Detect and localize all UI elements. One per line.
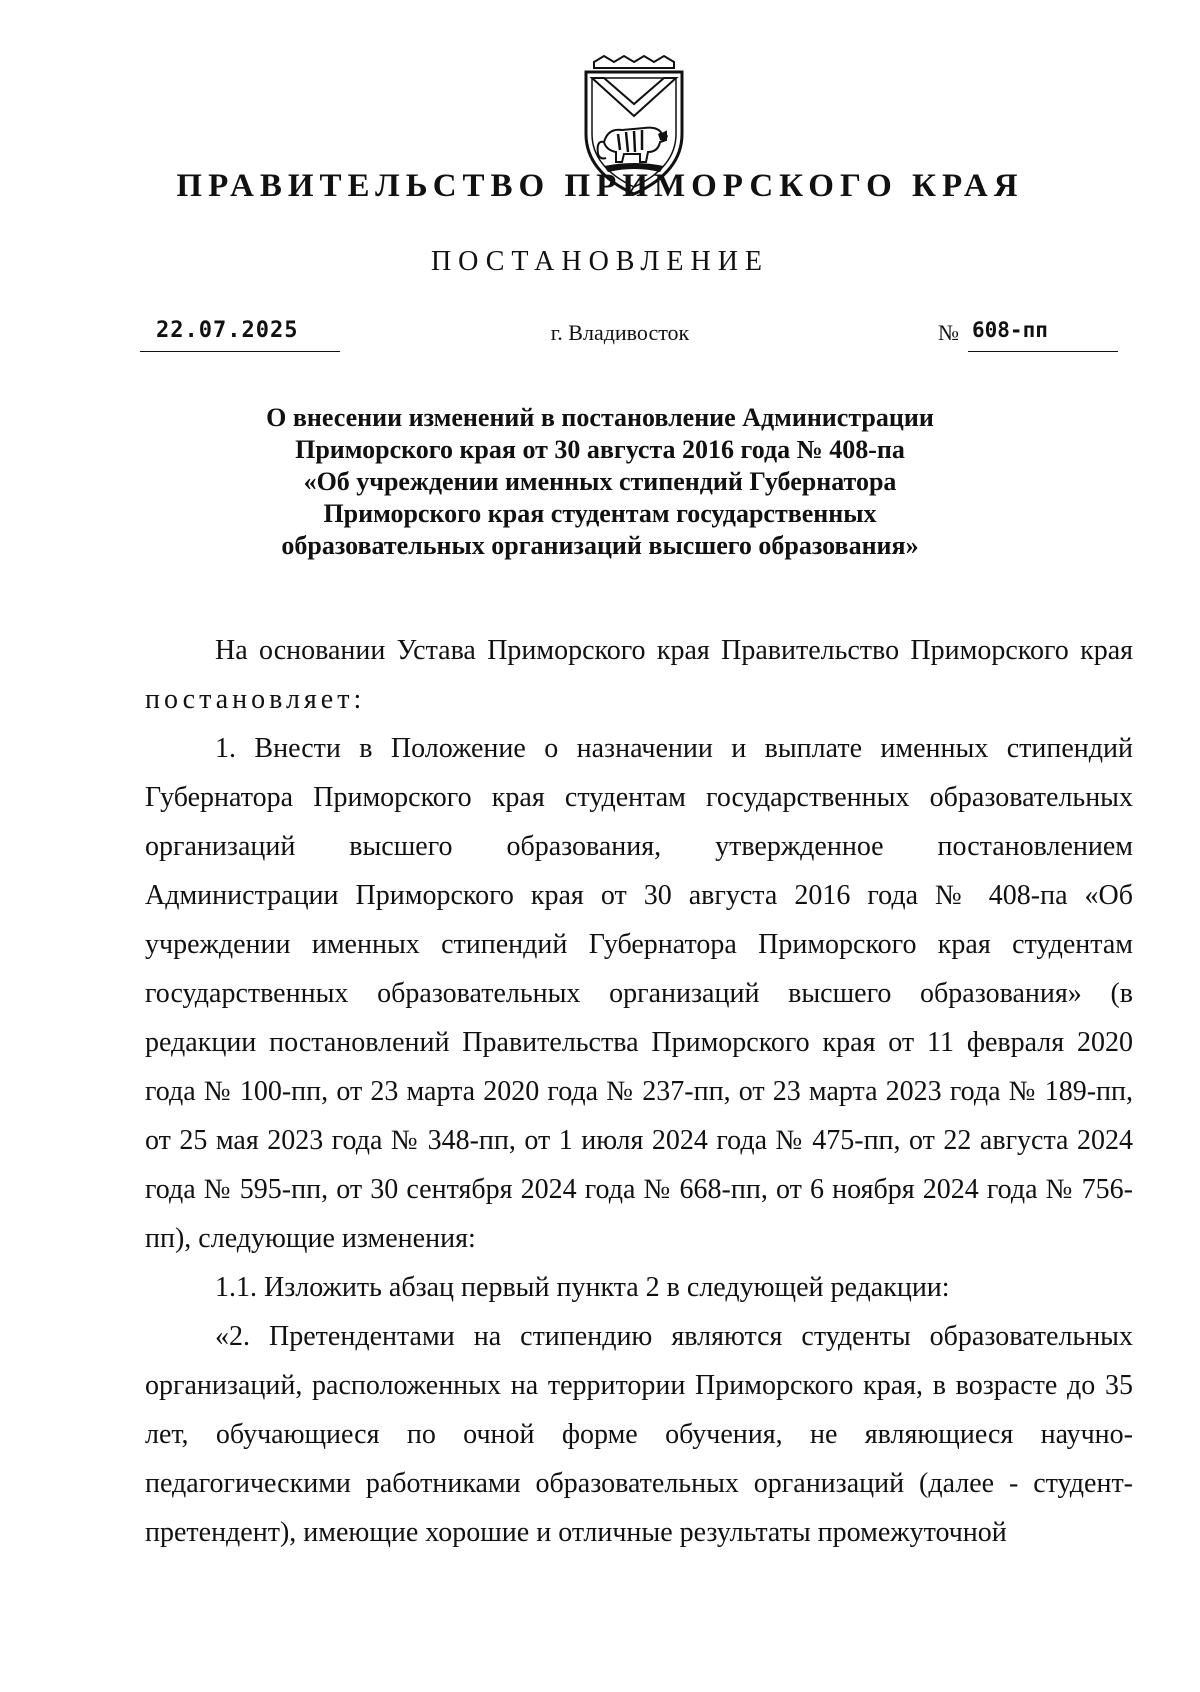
item-1-1-paragraph: 1.1. Изложить абзац первый пункта 2 в следующей редакции: bbox=[215, 1272, 950, 1303]
document-number bbox=[938, 318, 1118, 352]
document-title bbox=[200, 402, 1000, 562]
preamble-paragraph bbox=[145, 626, 1133, 724]
document-body bbox=[145, 626, 1133, 1557]
number-value: 608-пп bbox=[968, 318, 1118, 352]
quoted-paragraph: «2. Претендентами на стипендию являются студенты образовательных организаций, расположенных на территории Приморского края, в возрасте до 35 лет, обучающиеся по очной форме обучения, не являющиеся научно-педагогическими работниками образовательных организаций (далее - студент-претендент), имеющие хорошие и отличные результаты промежуточной bbox=[145, 1321, 1133, 1548]
preamble-text: На основании Устава Приморского края Правительство Приморского края bbox=[215, 635, 1133, 666]
document-date: 22.07.2025 bbox=[140, 318, 340, 352]
title-line: образовательных организаций высшего образования» bbox=[281, 531, 919, 560]
item-1-paragraph: 1. Внести в Положение о назначении и выплате именных стипендий Губернатора Приморского края студентам государственных образовательных организаций высшего образования, утвержденное постановлением Администрации Приморского края от 30 августа 2016 года № 408-па «Об учреждении именных стипендий Губернатора Приморского края студентам государственных образовательных организаций высшего образования» (в редакции постановлений Правительства Приморского края от 11 февраля 2020 года № 100-пп, от 23 марта 2020 года № 237-пп, от 23 марта 2023 года № 189-пп, от 25 мая 2023 года № 348-пп, от 1 июля 2024 года № 475-пп, от 22 августа 2024 года № 595-пп, от 30 сентября 2024 года № 668-пп, от 6 ноября 2024 года № 756-пп), следующие изменения: bbox=[145, 733, 1133, 1254]
document-type-heading: ПОСТАНОВЛЕНИЕ bbox=[430, 246, 770, 277]
title-line: Приморского края от 30 августа 2016 года № 408-па bbox=[295, 435, 905, 464]
document-city: г. Владивосток bbox=[550, 320, 690, 345]
organization-heading: ПРАВИТЕЛЬСТВО ПРИМОРСКОГО КРАЯ bbox=[176, 168, 1024, 204]
title-line: «Об учреждении именных стипендий Губернатора bbox=[303, 467, 897, 496]
title-line: О внесении изменений в постановление Администрации bbox=[266, 403, 934, 432]
title-line: Приморского края студентам государственных bbox=[323, 499, 877, 528]
preamble-keyword: постановляет: bbox=[145, 684, 366, 715]
number-sign: № bbox=[938, 320, 959, 345]
